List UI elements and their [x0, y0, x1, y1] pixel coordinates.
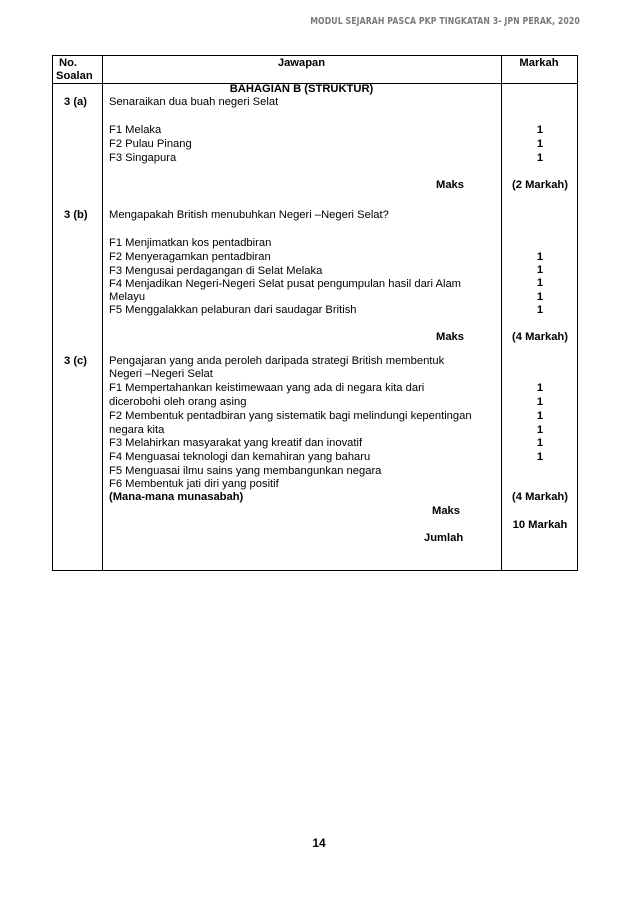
answer-3b-f5: F5 Menggalakkan pelaburan dari saudagar British	[109, 304, 357, 316]
answer-3c-f1: F1 Mempertahankan keistimewaan yang ada di negara kita dari	[109, 382, 425, 394]
answer-3c-note: (Mana-mana munasabah)	[109, 491, 244, 503]
mark-3c-f4: 1	[536, 424, 544, 436]
mark-3a-f1: 1	[536, 124, 544, 136]
answer-3c-f2-cont: negara kita	[109, 424, 165, 436]
question-number-3b: 3 (b)	[64, 209, 88, 221]
question-number-3a: 3 (a)	[64, 96, 88, 108]
maks-label-3c: Maks	[432, 505, 460, 517]
mark-3c-f1: 1	[536, 382, 544, 394]
answer-3a-f1: F1 Melaka	[109, 124, 162, 136]
question-3c-text-line1: Pengajaran yang anda peroleh daripada strategi British membentuk	[109, 355, 445, 367]
header-soalan: Soalan	[56, 70, 93, 82]
header-markah: Markah	[519, 57, 559, 69]
answer-3b-f3: F3 Mengusai perdagangan di Selat Melaka	[109, 265, 323, 277]
total-3b: (4 Markah)	[512, 331, 568, 343]
answer-3b-f1: F1 Menjimatkan kos pentadbiran	[109, 237, 272, 249]
mark-3c-f6: 1	[536, 451, 544, 463]
header-no: No.	[59, 57, 78, 69]
mark-3c-f3: 1	[536, 410, 544, 422]
answer-3a-f3: F3 Singapura	[109, 152, 177, 164]
answer-3c-f3: F3 Melahirkan masyarakat yang kreatif dan inovatif	[109, 437, 363, 449]
answer-3c-f1-cont: dicerobohi oleh orang asing	[109, 396, 247, 408]
answer-3c-f4: F4 Menguasai teknologi dan kemahiran yang baharu	[109, 451, 371, 463]
mark-3b-f2: 1	[536, 264, 544, 276]
mark-3a-f2: 1	[536, 138, 544, 150]
mark-3a-f3: 1	[536, 152, 544, 164]
answer-3b-f4: F4 Menjadikan Negeri-Negeri Selat pusat pengumpulan hasil dari Alam	[109, 278, 461, 290]
mark-3b-f5: 1	[536, 304, 544, 316]
document-header-title: MODUL SEJARAH PASCA PKP TINGKATAN 3- JPN PERAK, 2020	[310, 16, 580, 27]
jumlah-label: Jumlah	[424, 532, 464, 544]
answer-3b-f4-cont: Melayu	[109, 291, 146, 303]
answer-3c-f6: F6 Membentuk jati diri yang positif	[109, 478, 279, 490]
column-divider	[501, 56, 502, 570]
question-3a-text: Senaraikan dua buah negeri Selat	[109, 96, 279, 108]
column-divider	[102, 56, 103, 570]
total-3a: (2 Markah)	[512, 179, 568, 191]
question-number-3c: 3 (c)	[64, 355, 88, 367]
maks-label-3a: Maks	[436, 179, 464, 191]
mark-3b-f3: 1	[536, 277, 544, 289]
question-3c-text-line2: Negeri –Negeri Selat	[109, 368, 213, 380]
mark-3b-f1: 1	[536, 251, 544, 263]
section-title: BAHAGIAN B (STRUKTUR)	[229, 83, 374, 95]
answer-3c-f2: F2 Membentuk pentadbiran yang sistematik bagi melindungi kepentingan	[109, 410, 472, 422]
question-3b-text: Mengapakah British menubuhkan Negeri –Negeri Selat?	[109, 209, 389, 221]
page-number: 14	[312, 836, 326, 850]
total-3c: (4 Markah)	[512, 491, 568, 503]
maks-label-3b: Maks	[436, 331, 464, 343]
mark-3c-f2: 1	[536, 396, 544, 408]
mark-3b-f4: 1	[536, 291, 544, 303]
answer-3b-f2: F2 Menyeragamkan pentadbiran	[109, 251, 271, 263]
mark-3c-f5: 1	[536, 437, 544, 449]
answer-3c-f5: F5 Menguasai ilmu sains yang membangunkan negara	[109, 465, 382, 477]
answer-3a-f2: F2 Pulau Pinang	[109, 138, 192, 150]
header-jawapan: Jawapan	[277, 57, 326, 69]
jumlah-total: 10 Markah	[512, 519, 568, 531]
answer-table	[52, 55, 578, 571]
